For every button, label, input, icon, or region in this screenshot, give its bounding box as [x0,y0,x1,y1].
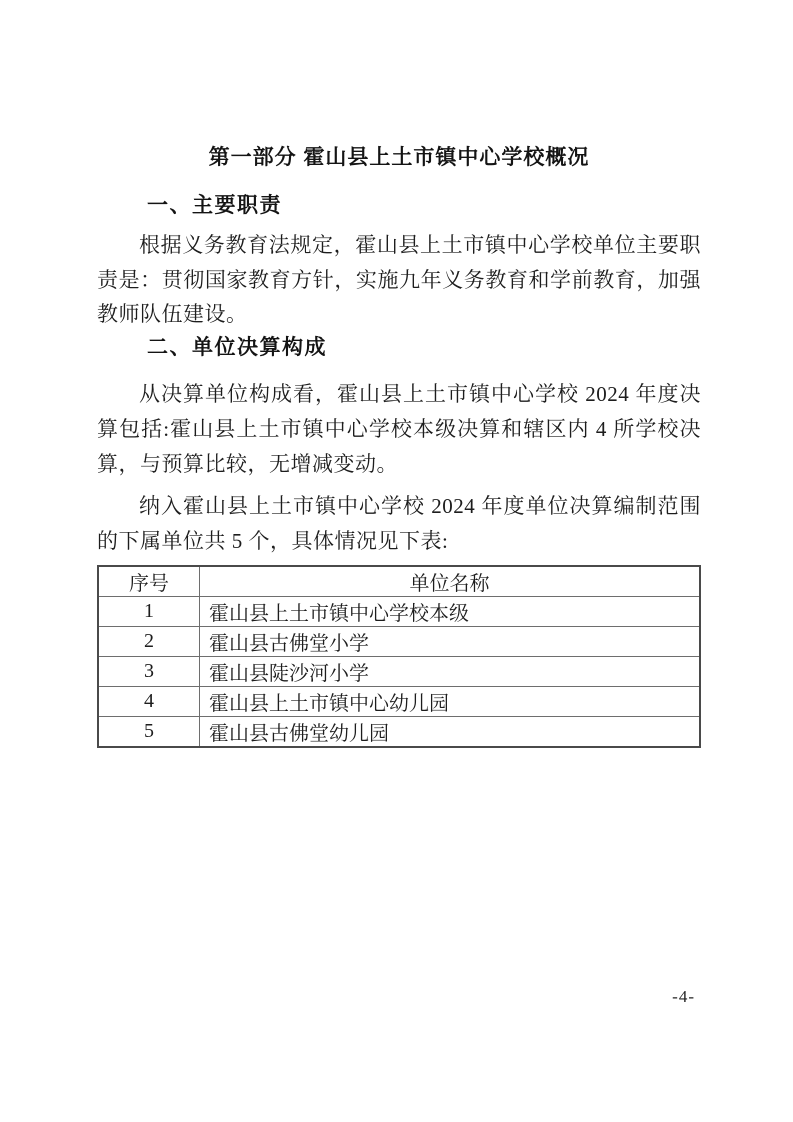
section-heading-2: 二、单位决算构成 [147,336,327,359]
table-header-index: 序号 [98,566,200,597]
table-row [98,597,700,627]
paragraph-line: 责是：贯彻国家教育方针，实施九年义务教育和学前教育，加强 [97,268,701,292]
table-row [98,627,700,657]
paragraph-line: 从决算单位构成看，霍山县上土市镇中心学校 2024 年度决 [139,382,701,406]
row-index: 2 [98,627,200,657]
row-index: 1 [98,597,200,627]
table-row [98,687,700,717]
paragraph-line: 教师队伍建设。 [97,302,248,326]
table-row [98,657,700,687]
page-title: 第一部分 霍山县上土市镇中心学校概况 [208,146,590,169]
unit-name: 霍山县上土市镇中心幼儿园 [200,687,701,717]
unit-name: 霍山县上土市镇中心学校本级 [200,597,701,627]
table-header-row [98,566,700,597]
row-index: 5 [98,717,200,748]
paragraph-line: 纳入霍山县上土市镇中心学校 2024 年度单位决算编制范围 [139,494,701,518]
unit-name: 霍山县古佛堂小学 [200,627,701,657]
paragraph-line: 算，与预算比较，无增减变动。 [97,452,398,476]
table-header-unit-name: 单位名称 [200,566,701,597]
subordinate-units-table [97,565,701,748]
paragraph-line: 算包括:霍山县上土市镇中心学校本级决算和辖区内 4 所学校决 [97,417,701,441]
unit-name: 霍山县古佛堂幼儿园 [200,717,701,748]
row-index: 4 [98,687,200,717]
section-heading-1: 一、主要职责 [147,194,282,217]
row-index: 3 [98,657,200,687]
unit-name: 霍山县陡沙河小学 [200,657,701,687]
paragraph-line: 根据义务教育法规定，霍山县上土市镇中心学校单位主要职 [139,233,701,257]
table-row [98,717,700,748]
page-number: -4- [672,987,695,1006]
paragraph-line: 的下属单位共 5 个，具体情况见下表: [97,529,449,553]
